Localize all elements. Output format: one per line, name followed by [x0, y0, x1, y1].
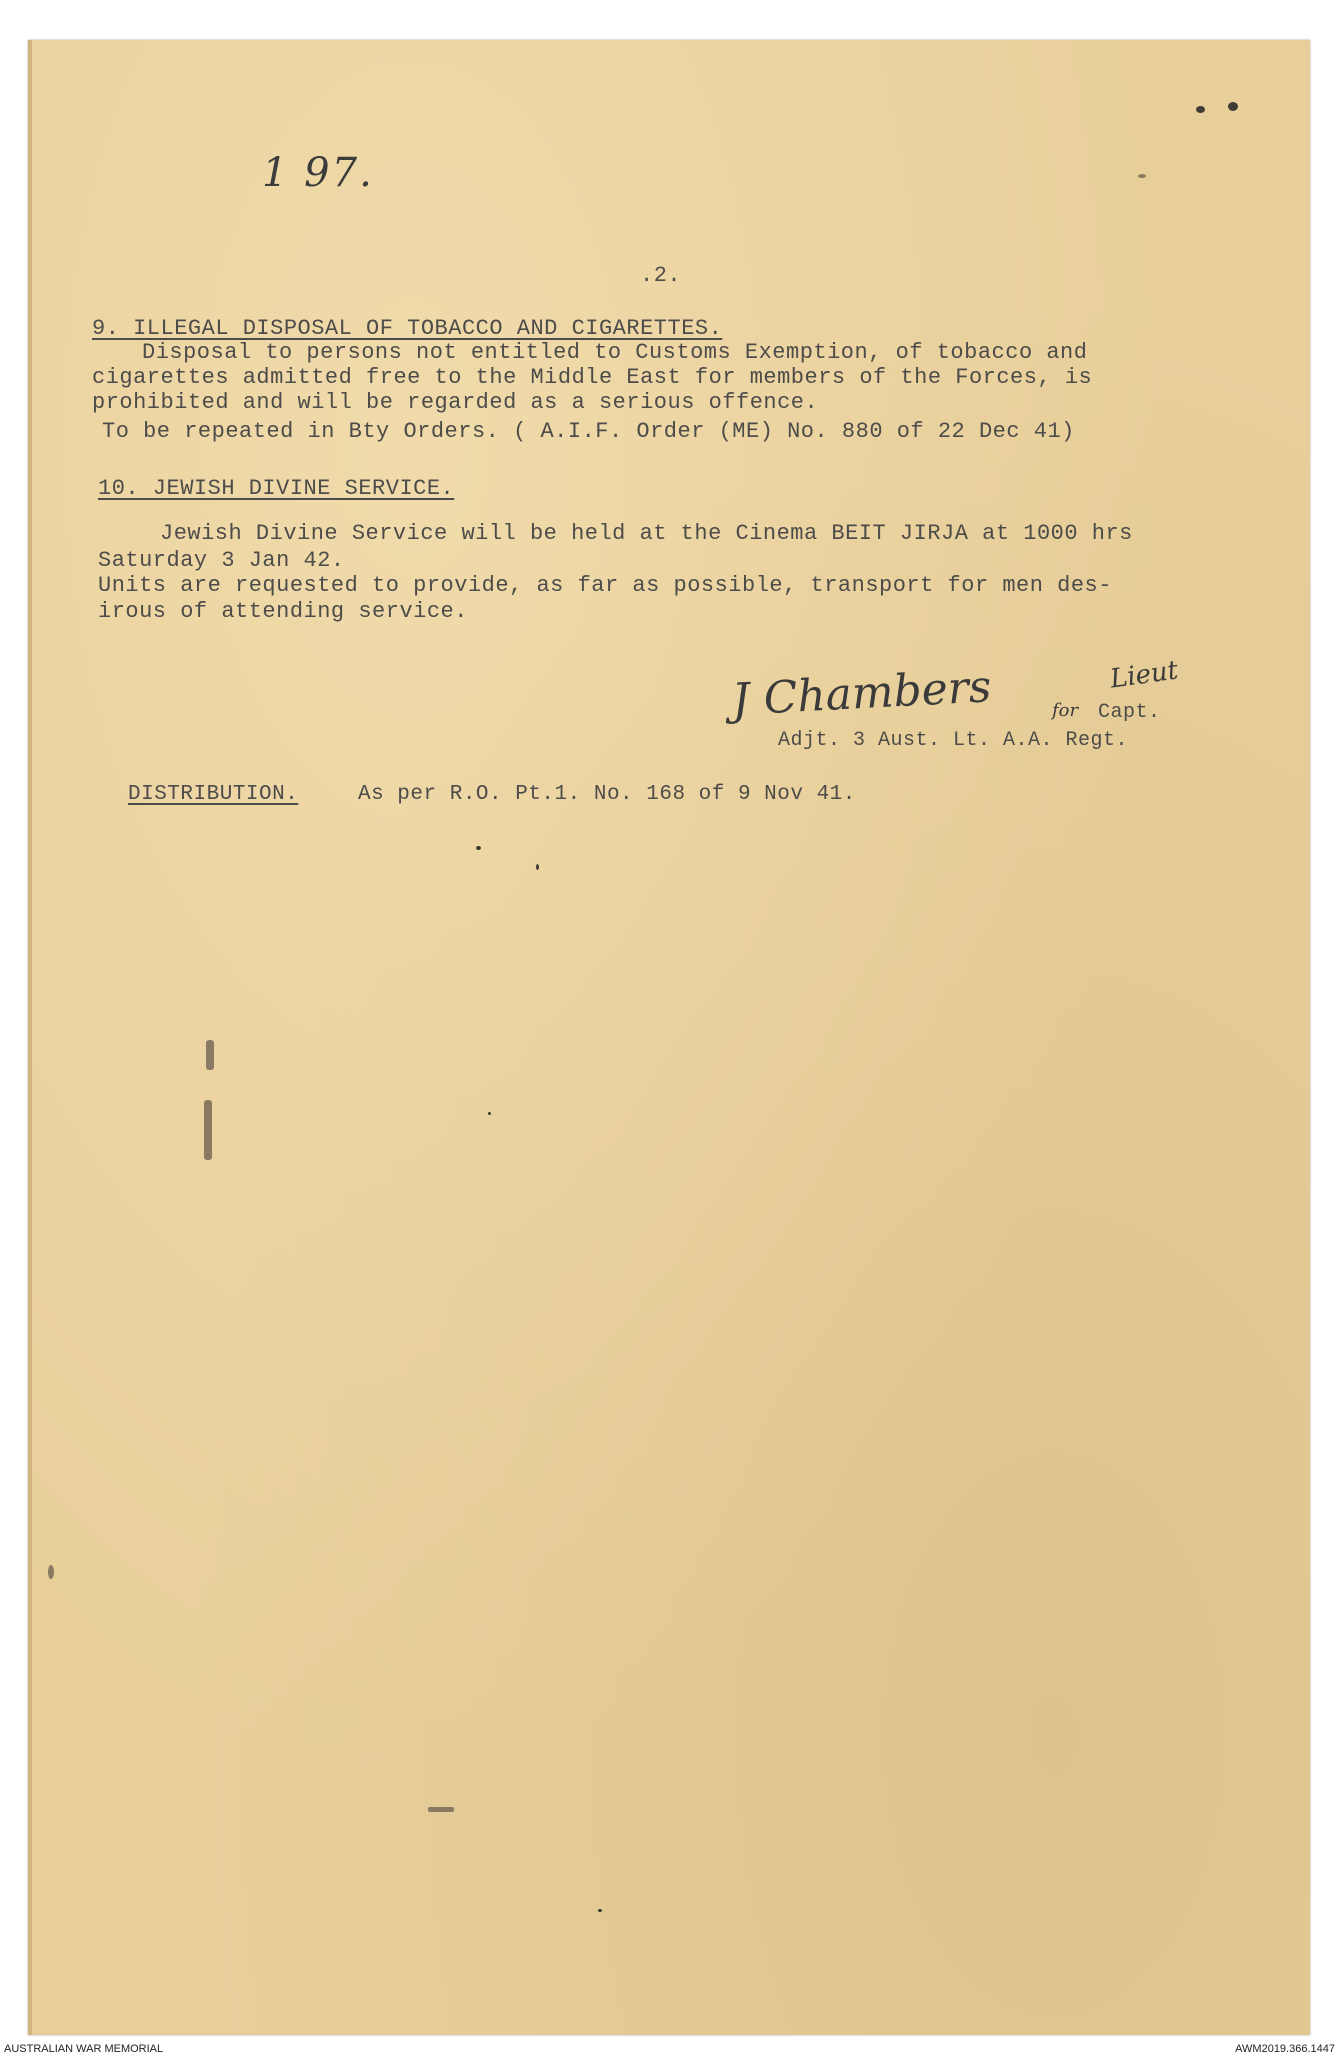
distribution-text: As per R.O. Pt.1. No. 168 of 9 Nov 41. — [358, 783, 856, 806]
footer-left: AUSTRALIAN WAR MEMORIAL — [4, 2043, 164, 2055]
signatory-rank: Capt. — [1098, 701, 1161, 724]
distribution-label: DISTRIBUTION. — [128, 783, 299, 806]
sheet-edge — [28, 40, 32, 2035]
handwritten-for: for — [1052, 700, 1079, 721]
section-9-line: To be repeated in Bty Orders. ( A.I.F. Order (ME) No. 880 of 22 Dec 41) — [102, 419, 1075, 444]
section-9-line: Disposal to persons not entitled to Customs Exemption, of tobacco and — [142, 340, 1088, 365]
section-10-line: irous of attending service. — [98, 599, 468, 624]
section-9-heading: 9. ILLEGAL DISPOSAL OF TOBACCO AND CIGARETTES. — [92, 316, 723, 341]
section-10-line: Units are requested to provide, as far as possible, transport for men des- — [98, 573, 1112, 598]
paper-speck — [48, 1565, 54, 1579]
section-10-heading: 10. JEWISH DIVINE SERVICE. — [98, 476, 455, 501]
paper-speck — [536, 864, 539, 870]
section-9-line: cigarettes admitted free to the Middle East for members of the Forces, is — [92, 365, 1093, 390]
signatory-appointment: Adjt. 3 Aust. Lt. A.A. Regt. — [778, 729, 1129, 752]
paper-speck — [598, 1909, 602, 1912]
paper-speck — [206, 1040, 214, 1070]
handwritten-rank: Lieut — [1108, 655, 1180, 695]
paper-speck — [1138, 174, 1146, 178]
paper-speck — [488, 1112, 491, 1115]
paper-speck — [476, 846, 481, 850]
section-10-line: Jewish Divine Service will be held at the Cinema BEIT JIRJA at 1000 hrs — [160, 521, 1133, 546]
paper-speck — [428, 1807, 454, 1812]
paper-speck — [1196, 106, 1205, 113]
section-9-line: prohibited and will be regarded as a serious offence. — [92, 390, 819, 415]
paper-speck — [204, 1100, 212, 1160]
paper-speck — [1228, 102, 1238, 111]
folio-mark: 1 97. — [262, 150, 374, 196]
page-number: .2. — [640, 263, 682, 288]
footer-right: AWM2019.366.1447 — [1235, 2043, 1335, 2055]
signature: J Chambers — [730, 661, 993, 726]
section-10-line: Saturday 3 Jan 42. — [98, 548, 345, 573]
